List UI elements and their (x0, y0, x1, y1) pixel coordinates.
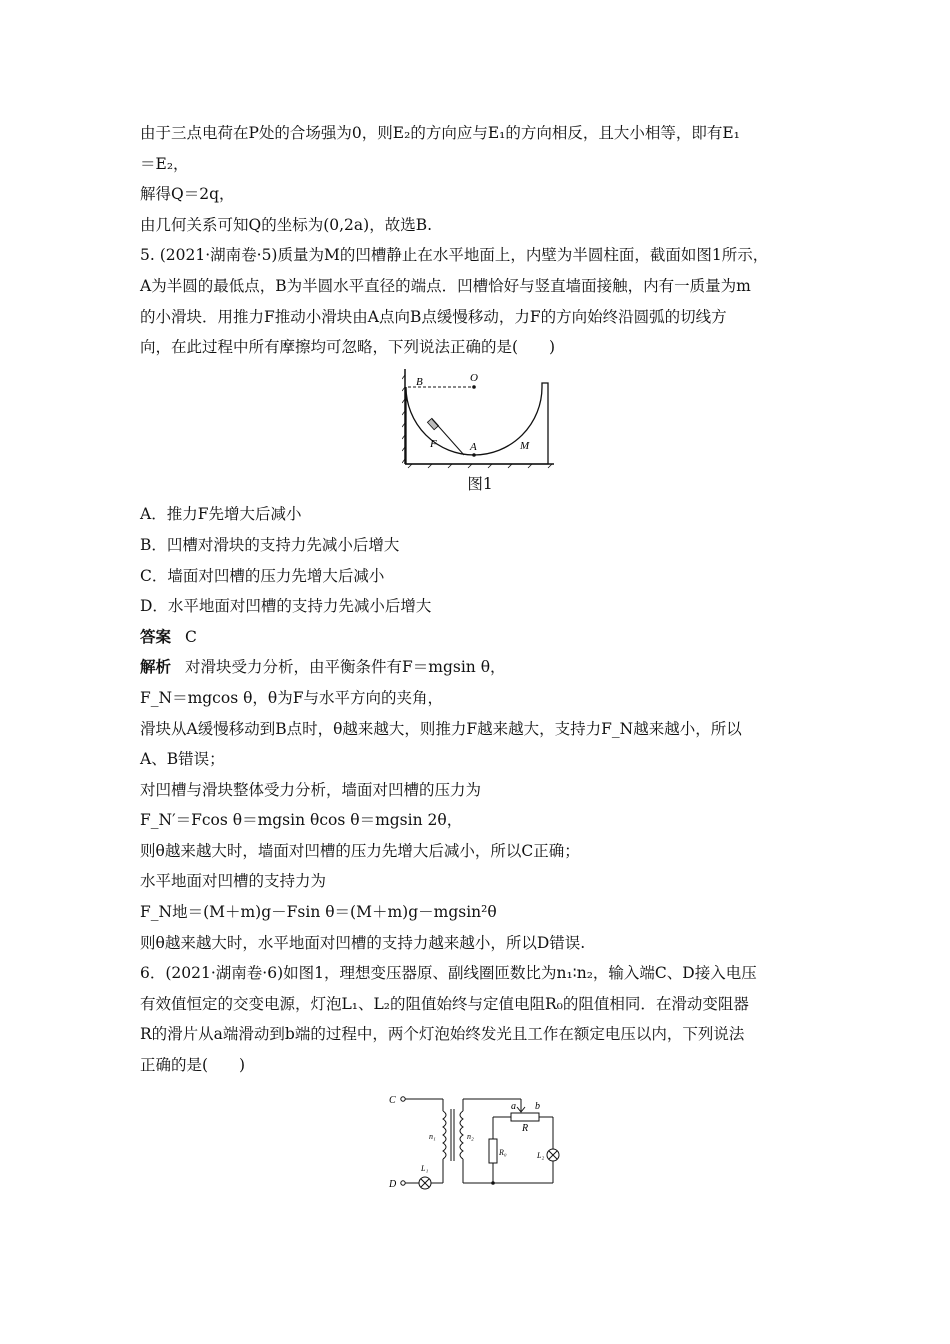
label-n2: n₂ (467, 1131, 474, 1141)
junction-dot (491, 1181, 495, 1185)
label-o: O (470, 371, 478, 384)
question-5-line: 5. (2021·湖南卷·5)质量为M的凹槽静止在水平地面上，内壁为半圆柱面，截面如图1所示， (140, 246, 769, 265)
label-c: C (389, 1094, 396, 1106)
analysis-line: A、B错误； (140, 750, 225, 769)
analysis-line: F_N地＝(M＋m)g－Fsin θ＝(M＋m)g－mgsin²θ (140, 903, 497, 922)
analysis-label: 解析 (140, 657, 172, 677)
label-r: R (522, 1122, 529, 1134)
center-point (472, 385, 476, 389)
resistor-r0 (489, 1139, 497, 1163)
analysis-line (140, 652, 820, 683)
terminal-d (401, 1180, 405, 1184)
answer-value: C (185, 627, 197, 646)
option-c: C．墙面对凹槽的压力先增大后减小 (140, 566, 385, 585)
text-line: 解得Q＝2q， (140, 185, 235, 204)
question-6-line: 6．(2021·湖南卷·6)如图1，理想变压器原、副线圈匝数比为n₁∶n₂，输入端C、D接入电压 (140, 964, 757, 983)
label-l2: L₂ (537, 1150, 545, 1160)
analysis-line: F_N＝mgcos θ，θ为F与水平方向的夹角， (140, 688, 444, 707)
text-line: 由于三点电荷在P处的合场强为0，则E₂的方向应与E₁的方向相反，且大小相等，即有E₁ (140, 124, 740, 142)
analysis-line: 则θ越来越大时，墙面对凹槽的压力先增大后减小，所以C正确； (140, 841, 580, 860)
text-line: 由几何关系可知Q的坐标为(0,2a)，故选B. (140, 215, 433, 234)
label-a-end: a (511, 1100, 516, 1112)
figure-1-caption: 图1 (467, 474, 493, 493)
question-6-line: 正确的是( ) (140, 1056, 246, 1075)
primary-coil (443, 1111, 446, 1159)
label-b-end: b (535, 1100, 540, 1112)
analysis-line: 滑块从A缓慢移动到B点时，θ越来越大，则推力F越来越大，支持力F_N越来越小，所以 (140, 719, 742, 738)
label-a: A (470, 440, 477, 453)
label-n1: n₁ (429, 1131, 436, 1141)
analysis-line: F_N′＝Fcos θ＝mgsin θcos θ＝mgsin 2θ， (140, 811, 463, 830)
question-5-line: 的小滑块．用推力F推动小滑块由A点向B点缓慢移动，力F的方向始终沿圆弧的切线方 (140, 307, 727, 326)
transformer-circuit (385, 1091, 565, 1195)
label-b: B (416, 375, 423, 388)
lowest-point (472, 453, 476, 457)
option-b: B．凹槽对滑块的支持力先减小后增大 (140, 535, 400, 554)
analysis-text: 对滑块受力分析，由平衡条件有F＝mgsin θ， (185, 658, 506, 677)
analysis-line: 则θ越来越大时，水平地面对凹槽的支持力越来越小，所以D错误. (140, 933, 586, 952)
option-d: D．水平地面对凹槽的支持力先减小后增大 (140, 597, 432, 616)
question-5-line: 向，在此过程中所有摩擦均可忽略，下列说法正确的是( ) (140, 338, 556, 357)
question-6-line: R的滑片从a端滑动到b端的过程中，两个灯泡始终发光且工作在额定电压以内，下列说法 (140, 1025, 745, 1044)
groove-diagram (402, 369, 556, 469)
label-l1: L₁ (421, 1163, 429, 1173)
question-5-line: A为半圆的最低点，B为半圆水平直径的端点．凹槽恰好与竖直墙面接触，内有一质量为m (140, 276, 751, 295)
label-f: F (430, 437, 437, 450)
question-6-line: 有效值恒定的交变电源，灯泡L₁、L₂的阻值始终与定值电阻R₀的阻值相同．在滑动变阻器 (140, 994, 749, 1013)
answer-label: 答案 (140, 626, 172, 646)
terminal-c (401, 1096, 405, 1100)
document-content (140, 118, 820, 1195)
answer-line (140, 622, 820, 653)
option-a: A．推力F先增大后减小 (140, 505, 302, 524)
analysis-line: 水平地面对凹槽的支持力为 (140, 872, 327, 891)
rheostat-r (511, 1113, 539, 1121)
analysis-line: 对凹槽与滑块整体受力分析，墙面对凹槽的压力为 (140, 780, 482, 799)
label-d: D (389, 1178, 397, 1190)
label-m: M (520, 439, 530, 452)
secondary-coil (460, 1111, 463, 1159)
text-line: ＝E₂， (140, 154, 189, 173)
label-r0: R₀ (499, 1147, 507, 1157)
